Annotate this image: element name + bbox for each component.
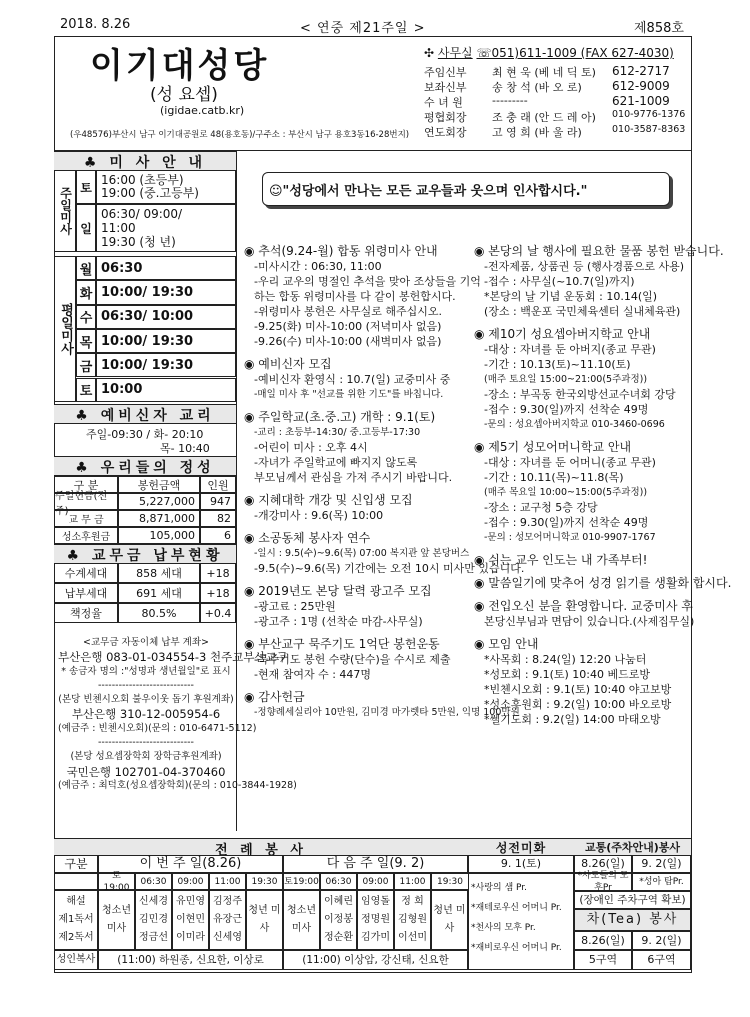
dues-title: ♣ 교무금 납부현황 <box>54 544 236 564</box>
notice-heading: ◉ 제5기 성모어머니학교 안내 <box>474 440 632 454</box>
notice-item <box>244 531 525 576</box>
dues-cell: 691 세대 <box>118 583 200 603</box>
role-label: 해설 <box>66 896 86 907</box>
offering-cell: 6 <box>200 527 236 544</box>
notice-line: -묵주기도 봉헌 수량(단수)을 수시로 제출 <box>254 653 451 666</box>
account-line: <교무금 자동이체 납부 계좌> <box>83 637 209 648</box>
weekday-time: 06:30 <box>96 256 236 280</box>
notice-line: 부모님께서 관심을 가져 주시기 바랍니다. <box>254 471 453 484</box>
notice-item <box>474 599 695 629</box>
weekday-label: 월 <box>76 256 96 280</box>
contact-name: --------- <box>492 94 528 107</box>
bulletin-date: 2018. 8.26 <box>60 17 131 32</box>
mass-time: 06:30 <box>320 873 357 890</box>
contact-phone: 612-2717 <box>612 64 670 78</box>
catechumen-title: ♣ 예비신자 교리 <box>54 404 236 424</box>
tea-title: 차(Tea) 봉사 <box>574 909 691 931</box>
reader-cell: 청년 미사 <box>431 890 468 950</box>
dues-cell: 수계세대 <box>54 563 118 583</box>
notice-line: *성모회 : 9.1(토) 10:40 베드로방 <box>484 668 650 681</box>
traffic-note: (장애인 주차구역 확보) <box>574 891 691 909</box>
notice-line: -개강미사 : 9.6(목) 10:00 <box>254 509 384 522</box>
saturday-label: 토 <box>76 170 96 204</box>
notice-line: (장소 : 백운포 국민체육센터 실내체육관) <box>484 305 681 318</box>
notice-heading: ◉ 쉬는 교우 인도는 내 가족부터! <box>474 553 648 567</box>
account-line: 부산은행 310-12-005954-6 <box>71 707 221 722</box>
dues-cell: 책정율 <box>54 603 118 623</box>
dues-cell: 납부세대 <box>54 583 118 603</box>
offering-header: 구 분 <box>54 476 118 493</box>
contact-phone: 621-1009 <box>612 94 670 108</box>
notice-heading: ◉ 부산교구 묵주기도 1억단 봉헌운동 <box>244 637 440 651</box>
notice-line: -전자제품, 상품권 등 (행사경품으로 사용) <box>484 260 685 273</box>
offering-cell: 교 무 금 <box>54 510 118 527</box>
notice-line: -광고주 : 1명 (선착순 마감-사무실) <box>254 615 423 628</box>
notice-item <box>244 357 466 402</box>
mass-time: 11:00 <box>394 873 431 890</box>
account-line: * 송금자 명의 :"성명과 생년월일"로 표시 <box>61 665 231 677</box>
notice-item <box>474 576 732 591</box>
saturday-time-1: 16:00 (초등부) <box>101 173 184 187</box>
parish-address: (우48576)부산시 남구 이기대공원로 48(용호동)/구주소 : 부산시 남구 용호3동16-28번지) <box>70 130 410 140</box>
notice-line: 하는 합동 위령미사를 다 같이 봉헌합시다. <box>254 290 456 303</box>
offering-title: ♣ 우리들의 정성 <box>54 456 236 476</box>
office-label: 사무실 <box>437 46 473 60</box>
offering-header: 봉헌금액 <box>118 476 200 493</box>
patron-saint: (성 요셉) <box>150 85 218 105</box>
weekday-label: 화 <box>76 280 96 304</box>
notice-heading: ◉ 모임 안내 <box>474 637 539 651</box>
sanctity-group: *사랑의 샘 Pr. <box>471 883 528 893</box>
sunday-label: 일 <box>76 204 96 252</box>
mass-time: 09:00 <box>172 873 209 890</box>
office-icon: ✣ <box>424 46 438 60</box>
offering-cell: 105,000 <box>118 527 200 544</box>
dues-cell: +0.4 <box>200 603 236 623</box>
notice-line: -접수 : 9.30(일)까지 선착순 49명 <box>484 516 649 529</box>
reader-cell: 이혜린 이정봉 정순환 <box>320 890 357 950</box>
mass-schedule-title: ♣ 미 사 안 내 <box>54 151 236 171</box>
reader-cell: 유민영 이현민 이미라 <box>172 890 209 950</box>
notice-item <box>244 493 466 523</box>
notice-line: -대상 : 자녀를 둔 아버지(종교 무관) <box>484 343 656 356</box>
tea-date-1: 8.26(일) <box>574 931 632 950</box>
weekday-label: 금 <box>76 353 96 377</box>
liturgical-week: < 연중 제21주일 > <box>300 21 426 36</box>
weekday-time: 10:00 <box>96 378 236 402</box>
tea-date-2: 9. 2(일) <box>632 931 691 950</box>
liturgy-col-label: 구분 <box>54 855 98 873</box>
sanctity-group: *천사의 모후 Pr. <box>471 923 536 933</box>
mass-time: 19:30 <box>246 873 283 890</box>
catechumen-times-2: 목- 10:40 <box>160 442 210 455</box>
contact-role: 보좌신부 <box>424 81 467 94</box>
sanctity-group: *재비로우신 어머니 Pr. <box>471 943 562 953</box>
notice-item <box>244 244 481 349</box>
notice-heading: ◉ 주일학교(초.중.고) 개학 : 9.1(토) <box>244 410 436 424</box>
sunday-time-2: 11:00 <box>101 221 136 235</box>
reader-cell: 정 희 김형원 이선미 <box>394 890 431 950</box>
notice-line: -예비신자 환영식 : 10.7(일) 교중미사 중 <box>254 373 451 386</box>
next-week-header: 다 음 주 일(9. 2) <box>283 855 468 873</box>
notice-line: -현재 참여자 수 : 447명 <box>254 668 372 681</box>
tea-group-1: 5구역 <box>574 950 632 970</box>
account-line: 부산은행 083-01-034554-3 천주교부산교구 <box>58 650 288 665</box>
account-line: 국민은행 102701-04-370460 <box>66 764 226 779</box>
greeting-banner <box>262 172 670 206</box>
notice-line: *빈첸시오회 : 9.1(토) 10:40 야고보방 <box>484 683 672 696</box>
contact-role: 연도회장 <box>424 126 467 139</box>
notice-heading: ◉ 제10기 성요셉아버지학교 안내 <box>474 327 651 341</box>
mass-time: 09:00 <box>357 873 394 890</box>
servers-label: 성인복사 <box>54 950 98 970</box>
notice-heading: ◉ 2019년도 본당 달력 광고주 모집 <box>244 584 432 598</box>
reader-cell: 김정주 유장근 신세영 <box>209 890 246 950</box>
notice-heading: ◉ 말씀일기에 맞추어 성경 읽기를 생활화 합시다. <box>474 576 732 590</box>
account-line: (본당 성요셉장학회 장학금후원계좌) <box>70 751 222 763</box>
notice-line: -9.25(화) 미사-10:00 (저녁미사 없음) <box>254 320 442 333</box>
greeting-text: ☺"성당에서 만나는 모든 교우들과 웃으며 인사합시다." <box>269 183 588 199</box>
dues-cell: +18 <box>200 583 236 603</box>
contact-role: 수 녀 원 <box>424 96 463 109</box>
saturday-time-2: 19:00 (중.고등부) <box>101 186 199 200</box>
notice-item <box>244 410 466 485</box>
offering-cell: 성소후원금 <box>54 527 118 544</box>
notice-line: -장소 : 부곡동 한국외방선교수녀회 강당 <box>484 388 676 401</box>
offering-cell: 8,871,000 <box>118 510 200 527</box>
notice-item <box>244 584 466 629</box>
notice-line: -우리 교우의 명절인 추석을 맞아 조상들을 기억 <box>254 275 481 288</box>
sanctity-group: *재테로우신 어머니 Pr. <box>471 903 562 913</box>
weekday-time: 06:30/ 10:00 <box>96 305 236 329</box>
role-label: 제1독서 <box>58 914 94 925</box>
account-line: (예금주 : 빈첸시오회)(문의 : 010-6471-5112) <box>58 722 257 734</box>
notice-heading: ◉ 지혜대학 개강 및 신입생 모집 <box>244 493 413 507</box>
mass-time: 11:00 <box>209 873 246 890</box>
time-blank <box>54 873 98 890</box>
weekday-time: 10:00/ 19:30 <box>96 353 236 377</box>
role-labels <box>54 890 98 950</box>
notice-line: *본당의 날 기념 운동회 : 10.14(일) <box>484 290 658 303</box>
notice-item <box>474 327 688 432</box>
weekday-label: 토 <box>76 378 96 402</box>
notice-heading: ◉ 예비신자 모집 <box>244 357 332 371</box>
weekday-label: 목 <box>76 329 96 353</box>
notice-line: *사목회 : 8.24(일) 12:20 나눔터 <box>484 653 647 666</box>
contact-name: 송 창 석 (바 오 로) <box>492 81 582 94</box>
catechumen-times-1: 주일-09:30 / 화- 20:10 <box>86 428 204 441</box>
issue-number: 제858호 <box>634 21 684 36</box>
traffic-date-2: 9. 2(일) <box>632 855 691 873</box>
sanctity-date: 9. 1(토) <box>468 855 574 873</box>
liturgy-title: 전 례 봉 사 <box>54 838 468 856</box>
notice-heading: ◉ 추석(9.24-월) 합동 위령미사 안내 <box>244 244 438 258</box>
dues-cell: 858 세대 <box>118 563 200 583</box>
reader-cell: 신세경 김민경 정금선 <box>135 890 172 950</box>
offering-cell: 주일헌금(전주) <box>54 493 118 510</box>
notice-line: -장소 : 교구청 5층 강당 <box>484 501 598 514</box>
clergy-contacts <box>424 64 688 139</box>
notice-line: -일시 : 9.5(수)~9.6(목) 07:00 복지관 앞 본당버스 <box>254 548 470 559</box>
notice-line: -자녀가 주일학교에 빠지지 않도록 <box>254 456 418 469</box>
contact-name: 고 영 희 (바 울 라) <box>492 126 582 139</box>
contact-phone: 010-3587-8363 <box>612 124 686 135</box>
sunday-mass-label: 주일미사 <box>54 170 76 252</box>
contact-role: 평협회장 <box>424 111 467 124</box>
offering-header: 인원 <box>200 476 236 493</box>
weekday-time: 10:00/ 19:30 <box>96 280 236 304</box>
contact-row <box>424 79 688 94</box>
offering-cell: 5,227,000 <box>118 493 200 510</box>
notice-line: 본당신부님과 면담이 있습니다.(사제집무실) <box>484 615 695 628</box>
notice-line: -9.5(수)~9.6(목) 기간에는 오전 10시 미사만 있습니다. <box>254 562 525 575</box>
account-line: ---------------------------- <box>98 737 194 749</box>
contact-role: 주임신부 <box>424 66 467 79</box>
reader-cell: 청년 미사 <box>246 890 283 950</box>
contact-row <box>424 109 688 124</box>
contact-row <box>424 64 688 79</box>
dues-cell: 80.5% <box>118 603 200 623</box>
notice-item <box>474 637 688 727</box>
notice-heading: ◉ 감사헌금 <box>244 690 305 704</box>
notice-item <box>474 244 724 319</box>
notice-line: -문의 : 성요셉아버지학교 010-3460-0696 <box>484 419 665 430</box>
account-line: (예금주 : 최덕호(성요셉장학회)(문의 : 010-3844-1928) <box>58 779 297 791</box>
contact-row <box>424 124 688 139</box>
notice-line: -어린이 미사 : 오후 4시 <box>254 441 368 454</box>
sanctity-title: 성전미화 <box>468 838 574 856</box>
office-phone: ☏051)611-1009 (FAX 627-4030) <box>476 46 674 60</box>
contact-name: 조 충 래 (안 드 레 아) <box>492 111 596 124</box>
notice-line: -기간 : 10.13(토)~11.10(토) <box>484 358 631 371</box>
notice-line: *쎌기도회 : 9.2(일) 14:00 마태오방 <box>484 713 661 726</box>
mass-time: 19:30 <box>431 873 469 890</box>
weekday-mass-label: 평일미사 <box>54 256 76 402</box>
contact-phone: 612-9009 <box>612 79 670 93</box>
offering-cell: 82 <box>200 510 236 527</box>
website: (igidae.catb.kr) <box>160 104 245 117</box>
account-line: (본당 빈첸시오회 불우이웃 돕기 후원계좌) <box>58 694 234 706</box>
notice-line: -미사시간 : 06:30, 11:00 <box>254 260 382 273</box>
notice-line: -문의 : 성모어머니학교 010-9907-1767 <box>484 532 656 543</box>
notice-line: -광고료 : 25만원 <box>254 600 336 613</box>
dues-cell: +18 <box>200 563 236 583</box>
reader-cell: 청소년 미사 <box>283 890 320 950</box>
this-week-header: 이 번 주 일(8.26) <box>98 855 283 873</box>
mass-time: 토19:00 <box>283 873 320 890</box>
account-line: ---------------------------- <box>98 679 194 691</box>
tea-group-2: 6구역 <box>632 950 691 970</box>
traffic-title: 교통(주차안내)봉사 <box>574 838 691 856</box>
notice-line: -위령미사 봉헌은 사무실로 해주십시오. <box>254 305 442 318</box>
notice-item <box>244 690 520 720</box>
notice-line: (매주 목요일 10:00~15:00(5주과정)) <box>484 487 648 498</box>
notice-heading: ◉ 전입오신 분을 환영합니다. 교중미사 후 <box>474 599 693 613</box>
traffic-date-1: 8.26(일) <box>574 855 632 873</box>
weekday-label: 수 <box>76 305 96 329</box>
notice-heading: ◉ 본당의 날 행사에 필요한 물품 봉헌 받습니다. <box>474 244 724 258</box>
notice-item <box>474 440 688 545</box>
notice-line: -대상 : 자녀를 둔 어머니(종교 무관) <box>484 456 656 469</box>
role-label: 제2독서 <box>58 932 94 943</box>
reader-cell: 임영돌 정명원 김가미 <box>357 890 394 950</box>
notice-line: -기간 : 10.11(목)~11.8(목) <box>484 471 624 484</box>
notice-line: -접수 : 9.30(일)까지 선착순 49명 <box>484 403 649 416</box>
notices-right <box>474 244 732 735</box>
mass-time: 토 19:00 <box>98 873 135 890</box>
notice-line: -매일 미사 후 "선교를 위한 기도"를 바칩니다. <box>254 389 444 400</box>
servers-next: (11:00) 이상암, 강신태, 신요한 <box>283 950 468 970</box>
notice-line: -9.26(수) 미사-10:00 (새벽미사 없음) <box>254 335 442 348</box>
saturday-times <box>96 170 236 204</box>
notice-line: (매주 토요일 15:00~21:00(5주과정)) <box>484 374 648 385</box>
contact-name: 최 현 욱 (베 네 딕 토) <box>492 66 596 79</box>
sunday-time-3: 19:30 (청 년) <box>101 235 176 249</box>
sunday-time-1: 06:30/ 09:00/ <box>101 207 183 221</box>
notice-item <box>474 553 688 568</box>
notice-line: -접수 : 사무실(~10.7(일)까지) <box>484 275 635 288</box>
notice-line: -교리 : 초등부-14:30/ 중.고등부-17:30 <box>254 427 421 438</box>
office-block <box>424 44 674 61</box>
traffic-group-1: *사도들의 모후Pr <box>574 873 632 891</box>
weekday-time: 10:00/ 19:30 <box>96 329 236 353</box>
mass-time: 06:30 <box>135 873 172 890</box>
contact-phone: 010-9776-1376 <box>612 109 686 120</box>
servers-this: (11:00) 하원종, 신요한, 이상로 <box>98 950 283 970</box>
notice-line: *성소후원회 : 9.2(일) 10:00 바오로방 <box>484 698 672 711</box>
contact-row <box>424 94 688 109</box>
notice-heading: ◉ 소공동체 봉사자 연수 <box>244 531 371 545</box>
notice-line: -정향례세실리아 10만원, 김미경 마가렛타 5만원, 익명 100만원 <box>254 707 520 718</box>
sunday-times <box>96 204 236 252</box>
parish-title: 이기대성당 <box>90 46 270 86</box>
offering-cell: 947 <box>200 493 236 510</box>
traffic-group-2: *성아 탐Pr. <box>632 873 691 891</box>
reader-cell: 청소년 미사 <box>98 890 135 950</box>
notice-item <box>244 637 466 682</box>
sanctity-groups <box>468 873 574 970</box>
